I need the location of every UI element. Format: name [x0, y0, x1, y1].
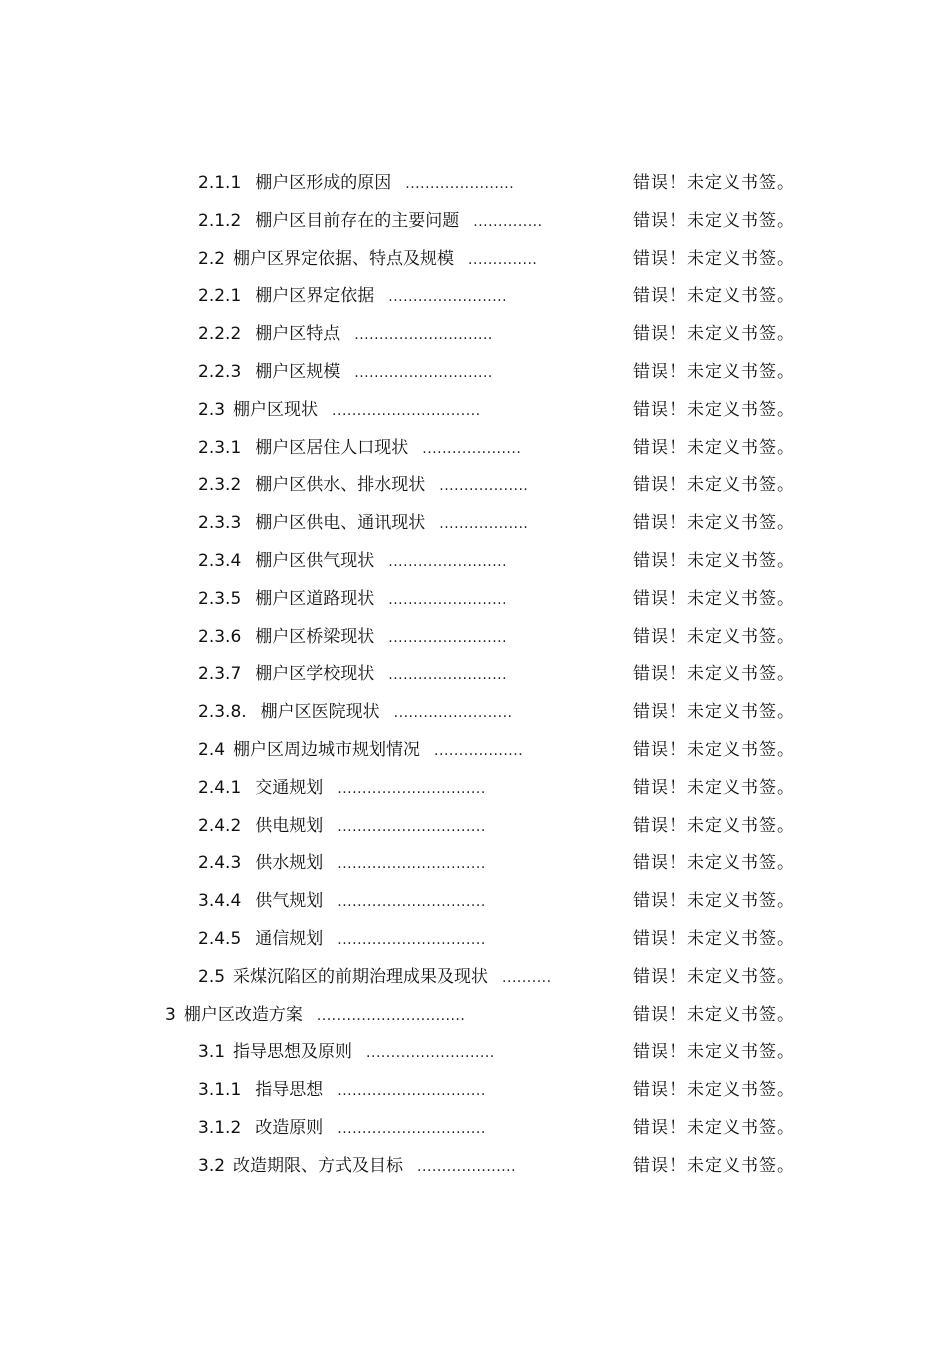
toc-entry[interactable] — [198, 770, 486, 809]
toc-row[interactable] — [0, 467, 950, 505]
toc-page-reference[interactable]: 错误！未定义书签。 — [633, 361, 795, 382]
toc-title: 棚户区现状 — [233, 399, 319, 420]
toc-entry[interactable] — [198, 165, 514, 204]
toc-entry[interactable] — [198, 316, 493, 355]
toc-row[interactable] — [0, 581, 950, 619]
table-of-contents — [0, 165, 950, 1186]
toc-title: 棚户区周边城市规划情况 — [233, 739, 421, 760]
toc-number: 2.3.4 — [198, 550, 242, 571]
toc-row[interactable] — [0, 430, 950, 468]
toc-leader-dots: .................... — [422, 440, 522, 457]
toc-entry[interactable] — [198, 1148, 516, 1187]
toc-number: 2.3.5 — [198, 588, 242, 609]
toc-page-reference[interactable]: 错误！未定义书签。 — [633, 437, 795, 458]
toc-number: 3.1.1 — [198, 1080, 242, 1101]
toc-row[interactable] — [0, 543, 950, 581]
toc-number: 2.4.1 — [198, 777, 242, 798]
toc-entry[interactable] — [198, 543, 507, 582]
toc-entry[interactable] — [198, 845, 486, 884]
toc-leader-dots: .................. — [439, 516, 529, 533]
toc-leader-dots: ........................ — [388, 629, 508, 646]
toc-page-reference[interactable]: 错误！未定义书签。 — [633, 286, 795, 307]
toc-row[interactable] — [0, 316, 950, 354]
toc-title: 交通规划 — [255, 777, 324, 798]
toc-number: 3.1.2 — [198, 1117, 242, 1138]
toc-row[interactable] — [0, 1148, 950, 1186]
toc-title: 棚户区学校现状 — [255, 664, 375, 685]
toc-entry[interactable] — [165, 997, 465, 1036]
toc-leader-dots: .................... — [417, 1158, 517, 1175]
toc-title: 棚户区形成的原因 — [255, 173, 392, 193]
toc-title: 供水规划 — [255, 853, 324, 874]
toc-title: 棚户区目前存在的主要问题 — [255, 210, 460, 231]
toc-number: 3.4.4 — [198, 891, 242, 912]
toc-number: 3.1 — [198, 1042, 226, 1063]
toc-title: 棚户区道路现状 — [255, 588, 375, 609]
toc-leader-dots: .................. — [434, 742, 524, 759]
toc-page-reference[interactable]: 错误！未定义书签。 — [633, 324, 795, 345]
toc-number: 2.5 — [198, 966, 226, 987]
toc-row[interactable] — [0, 770, 950, 808]
toc-entry[interactable] — [198, 1034, 495, 1073]
toc-entry[interactable] — [198, 241, 537, 280]
toc-number: 2.2.2 — [198, 324, 242, 345]
toc-number: 2.3.7 — [198, 664, 242, 685]
toc-number: 2.4.5 — [198, 928, 242, 949]
toc-number: 2.3 — [198, 399, 226, 420]
toc-row[interactable] — [0, 278, 950, 316]
toc-page-reference[interactable]: 错误！未定义书签。 — [633, 626, 795, 647]
toc-title: 棚户区规模 — [255, 361, 341, 382]
toc-title: 棚户区供电、通讯现状 — [255, 513, 426, 534]
toc-row[interactable] — [0, 883, 950, 921]
toc-leader-dots: ............................ — [354, 327, 493, 344]
toc-row[interactable] — [0, 732, 950, 770]
toc-page-reference[interactable]: 错误！未定义书签。 — [633, 928, 795, 949]
toc-page-reference[interactable]: 错误！未定义书签。 — [633, 853, 795, 874]
toc-page-reference[interactable]: 错误！未定义书签。 — [633, 1004, 795, 1025]
toc-page-reference[interactable]: 错误！未定义书签。 — [633, 1155, 795, 1176]
toc-entry[interactable] — [198, 732, 523, 771]
toc-title: 棚户区医院现状 — [260, 702, 380, 723]
toc-leader-dots: ........................ — [388, 667, 508, 684]
toc-leader-dots: .............................. — [337, 856, 486, 873]
toc-leader-dots: .............................. — [337, 931, 486, 948]
toc-leader-dots: .............................. — [337, 1120, 486, 1137]
toc-title: 通信规划 — [255, 928, 324, 949]
toc-row[interactable] — [0, 921, 950, 959]
toc-number: 2.2 — [198, 248, 226, 269]
toc-row[interactable] — [0, 1110, 950, 1148]
toc-title: 指导思想 — [255, 1080, 324, 1101]
toc-row[interactable] — [0, 165, 950, 203]
toc-leader-dots: .......... — [502, 969, 552, 986]
toc-entry[interactable] — [198, 1110, 486, 1149]
toc-leader-dots: .................. — [439, 478, 529, 495]
toc-title: 棚户区改造方案 — [183, 1004, 303, 1025]
toc-title: 改造期限、方式及目标 — [233, 1155, 404, 1176]
toc-entry[interactable] — [198, 392, 481, 431]
toc-page-reference[interactable]: 错误！未定义书签。 — [633, 210, 795, 231]
toc-row[interactable] — [0, 959, 950, 997]
toc-leader-dots: .............. — [468, 251, 538, 268]
toc-entry[interactable] — [198, 203, 543, 242]
toc-page-reference[interactable]: 错误！未定义书签。 — [633, 777, 795, 798]
toc-row[interactable] — [0, 694, 950, 732]
toc-number: 2.1.1 — [198, 173, 242, 193]
toc-row[interactable] — [0, 1034, 950, 1072]
toc-number: 2.2.3 — [198, 361, 242, 382]
toc-leader-dots: .............................. — [337, 1083, 486, 1100]
toc-page-reference[interactable]: 错误！未定义书签。 — [633, 1042, 795, 1063]
toc-title: 棚户区居住人口现状 — [255, 437, 409, 458]
toc-leader-dots: ...................... — [405, 176, 515, 192]
toc-number: 3 — [165, 1004, 176, 1025]
toc-entry[interactable] — [198, 278, 507, 317]
toc-page-reference[interactable]: 错误！未定义书签。 — [633, 664, 795, 685]
toc-leader-dots: ........................ — [388, 289, 508, 306]
toc-page-reference[interactable]: 错误！未定义书签。 — [633, 475, 795, 496]
toc-entry[interactable] — [198, 354, 493, 393]
toc-entry[interactable] — [198, 1072, 486, 1111]
toc-entry[interactable] — [198, 619, 507, 658]
toc-entry[interactable] — [198, 430, 521, 469]
toc-page-reference[interactable]: 错误！未定义书签。 — [633, 891, 795, 912]
toc-page-reference[interactable]: 错误！未定义书签。 — [633, 550, 795, 571]
toc-row[interactable] — [0, 241, 950, 279]
toc-title: 棚户区供水、排水现状 — [255, 475, 426, 496]
toc-row[interactable] — [0, 619, 950, 657]
toc-title: 棚户区桥梁现状 — [255, 626, 375, 647]
toc-page-reference[interactable]: 错误！未定义书签。 — [633, 702, 795, 723]
toc-leader-dots: .............................. — [337, 894, 486, 911]
toc-leader-dots: .............................. — [337, 780, 486, 797]
toc-page-reference[interactable]: 错误！未定义书签。 — [633, 513, 795, 534]
toc-row[interactable] — [0, 808, 950, 846]
toc-page-reference[interactable]: 错误！未定义书签。 — [633, 1117, 795, 1138]
toc-title: 供气规划 — [255, 891, 324, 912]
toc-entry[interactable] — [198, 467, 528, 506]
toc-number: 2.3.1 — [198, 437, 242, 458]
toc-row[interactable] — [0, 1072, 950, 1110]
toc-leader-dots: .............................. — [332, 402, 481, 419]
toc-leader-dots: .......................... — [366, 1045, 495, 1062]
toc-page-reference[interactable]: 错误！未定义书签。 — [633, 248, 795, 269]
toc-title: 棚户区供气现状 — [255, 550, 375, 571]
toc-row[interactable] — [0, 656, 950, 694]
toc-page-reference[interactable]: 错误！未定义书签。 — [633, 815, 795, 836]
toc-title: 改造原则 — [255, 1117, 324, 1138]
toc-page-reference[interactable]: 错误！未定义书签。 — [633, 399, 795, 420]
toc-page-reference[interactable]: 错误！未定义书签。 — [633, 173, 795, 193]
toc-entry[interactable] — [198, 581, 507, 620]
toc-entry[interactable] — [198, 656, 507, 695]
toc-number: 2.4 — [198, 739, 226, 760]
toc-number: 2.4.3 — [198, 853, 242, 874]
toc-title: 棚户区界定依据 — [255, 286, 375, 307]
toc-leader-dots: .............. — [473, 213, 543, 230]
toc-page-reference[interactable]: 错误！未定义书签。 — [633, 739, 795, 760]
toc-number: 3.2 — [198, 1155, 226, 1176]
toc-title: 指导思想及原则 — [233, 1042, 353, 1063]
toc-number: 2.3.6 — [198, 626, 242, 647]
toc-title: 供电规划 — [255, 815, 324, 836]
toc-title: 棚户区特点 — [255, 324, 341, 345]
toc-entry[interactable] — [198, 808, 486, 847]
toc-leader-dots: ............................ — [354, 364, 493, 381]
toc-number: 2.2.1 — [198, 286, 242, 307]
toc-number: 2.1.2 — [198, 210, 242, 231]
toc-leader-dots: ........................ — [393, 705, 513, 722]
toc-leader-dots: ........................ — [388, 553, 508, 570]
toc-row[interactable] — [0, 997, 950, 1035]
toc-number: 2.4.2 — [198, 815, 242, 836]
toc-page-reference[interactable]: 错误！未定义书签。 — [633, 1080, 795, 1101]
toc-leader-dots: .............................. — [316, 1007, 466, 1024]
toc-row[interactable] — [0, 392, 950, 430]
toc-entry[interactable] — [198, 505, 528, 544]
toc-row[interactable] — [0, 354, 950, 392]
toc-number: 2.3.3 — [198, 513, 242, 534]
toc-entry[interactable] — [198, 959, 552, 998]
toc-leader-dots: .............................. — [337, 818, 486, 835]
toc-entry[interactable] — [198, 883, 486, 922]
toc-row[interactable] — [0, 845, 950, 883]
toc-entry[interactable] — [198, 921, 486, 960]
toc-title: 棚户区界定依据、特点及规模 — [233, 248, 455, 269]
toc-number: 2.3.2 — [198, 475, 242, 496]
toc-page-reference[interactable]: 错误！未定义书签。 — [633, 966, 795, 987]
toc-page-reference[interactable]: 错误！未定义书签。 — [633, 588, 795, 609]
toc-leader-dots: ........................ — [388, 591, 508, 608]
toc-row[interactable] — [0, 203, 950, 241]
toc-title: 采煤沉陷区的前期治理成果及现状 — [233, 966, 489, 987]
toc-entry[interactable] — [198, 694, 512, 733]
toc-row[interactable] — [0, 505, 950, 543]
toc-number: 2.3.8. — [198, 702, 247, 723]
